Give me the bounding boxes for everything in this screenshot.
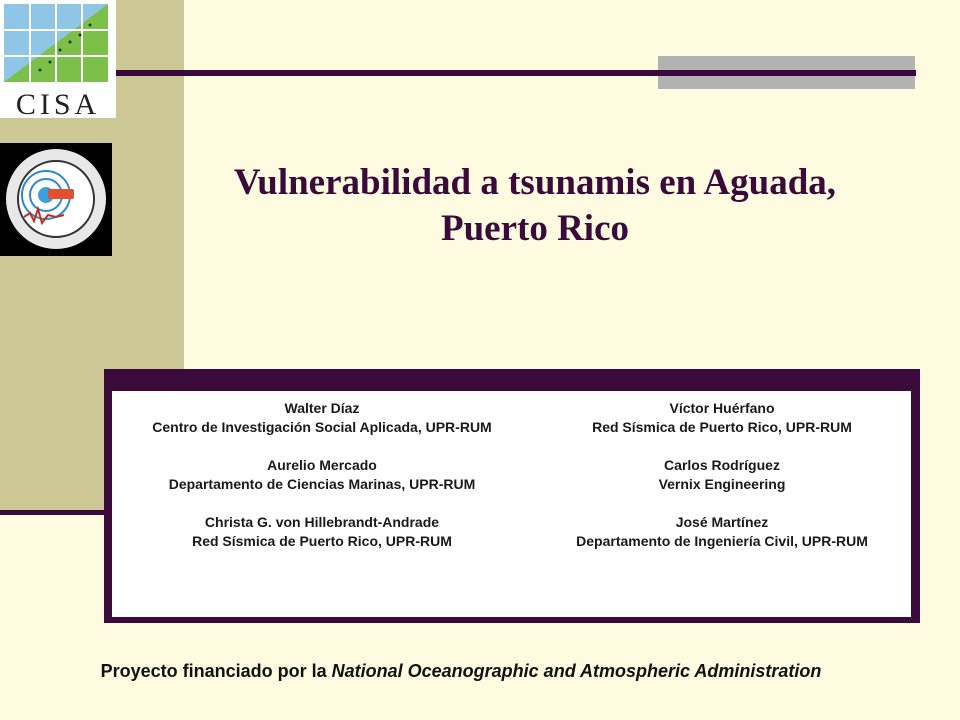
band-divider	[0, 510, 108, 515]
author-name: Walter Díaz	[284, 400, 360, 416]
author-name: Víctor Huérfano	[669, 400, 775, 416]
slide-title	[170, 160, 900, 252]
author-affiliation: Departamento de Ingeniería Civil, UPR-RUM	[576, 533, 868, 549]
funding-note	[0, 661, 922, 682]
author-affiliation: Vernix Engineering	[658, 476, 786, 492]
author-entry	[542, 399, 902, 437]
funding-prefix: Proyecto financiado por la	[100, 661, 332, 681]
author-entry	[122, 513, 522, 551]
author-entry	[542, 456, 902, 494]
author-affiliation: Departamento de Ciencias Marinas, UPR-RUM	[168, 476, 476, 492]
title-line-2: Puerto Rico	[440, 208, 630, 249]
author-name: Carlos Rodríguez	[664, 457, 780, 473]
cisa-logo	[0, 0, 116, 118]
author-name: José Martínez	[675, 514, 769, 530]
author-entry	[122, 399, 522, 437]
author-name: Aurelio Mercado	[267, 457, 377, 473]
title-line-1: Vulnerabilidad a tsunamis en Aguada,	[233, 162, 837, 203]
authors-panel-content	[112, 391, 911, 617]
author-affiliation: Centro de Investigación Social Aplicada, UPR-RUM	[152, 419, 492, 435]
authors-right-column	[542, 399, 902, 570]
author-affiliation: Red Sísmica de Puerto Rico, UPR-RUM	[192, 533, 452, 549]
author-entry	[122, 456, 522, 494]
author-name: Christa G. von Hillebrandt-Andrade	[204, 514, 440, 530]
author-affiliation: Red Sísmica de Puerto Rico, UPR-RUM	[592, 419, 852, 435]
cisa-logo-text: CISA	[15, 88, 101, 118]
funding-agency: National Oceanographic and Atmospheric Administration	[331, 661, 822, 681]
authors-left-column	[122, 399, 522, 570]
gray-accent-block	[658, 56, 915, 89]
seismic-network-seal-icon	[0, 143, 112, 256]
authors-panel	[104, 369, 920, 623]
author-entry	[542, 513, 902, 551]
